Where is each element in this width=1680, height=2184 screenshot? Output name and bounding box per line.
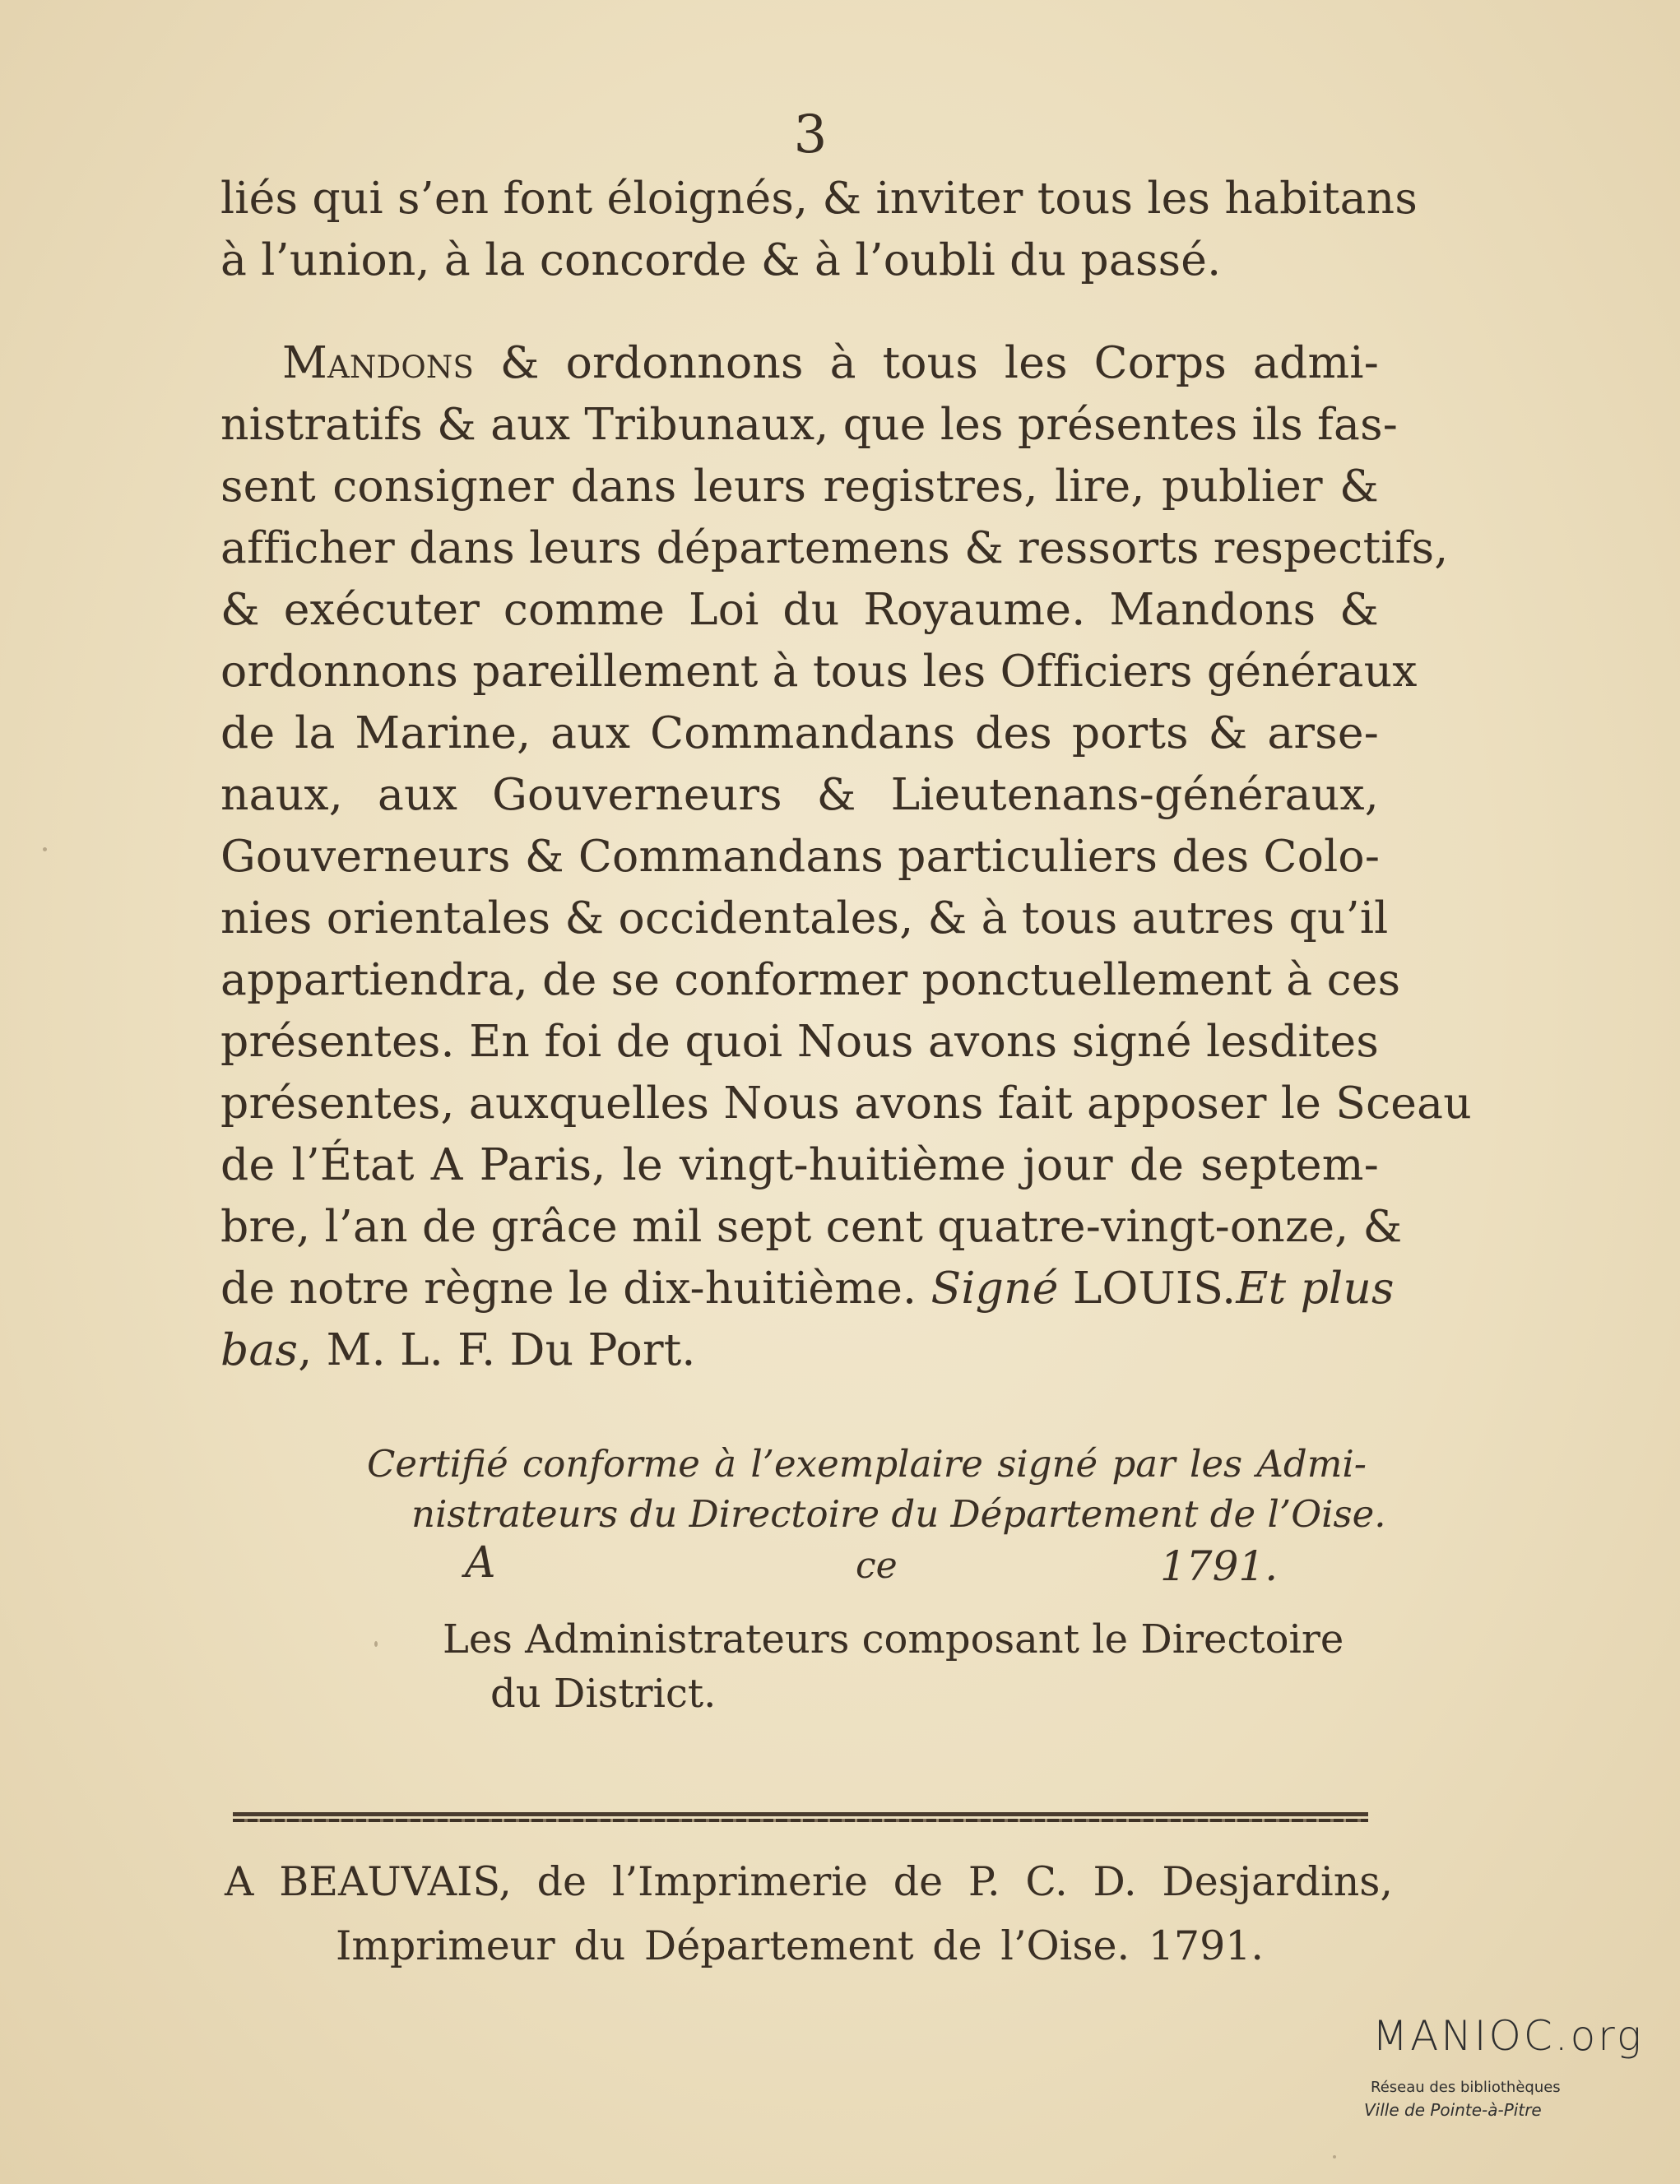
certification-line-2: nistrateurs du Directoire du Département de l’Oise. bbox=[411, 1492, 1386, 1536]
paragraph-1 bbox=[220, 167, 1418, 290]
paper-speck bbox=[374, 1641, 378, 1647]
text-line bbox=[220, 332, 1379, 393]
paper-speck bbox=[43, 847, 47, 851]
certification-line-1: Certifié conforme à l’exemplaire signé par les Admi- bbox=[367, 1442, 1367, 1486]
text-line: de l’État A Paris, le vingt-huitième jour de septem- bbox=[220, 1138, 1379, 1190]
ornamental-rule bbox=[233, 1812, 1368, 1816]
text-line: présentes, auxquelles Nous avons fait apposer le Sceau bbox=[220, 1077, 1472, 1129]
countersignature: , M. L. F. Du Port. bbox=[298, 1324, 696, 1375]
text-line: liés qui s’en font éloignés, & inviter tous les habitans bbox=[220, 172, 1418, 224]
ornamental-rule-pattern bbox=[233, 1819, 1368, 1822]
bas-word: bas bbox=[220, 1324, 299, 1375]
administrators-line-1: Les Administrateurs composant le Directoire bbox=[443, 1616, 1344, 1662]
text-line bbox=[220, 1257, 1395, 1319]
text-line: à l’union, à la concorde & à l’oubli du passé. bbox=[220, 234, 1222, 285]
paragraph-2 bbox=[220, 332, 1472, 1380]
text-fragment: & ordonnons à tous les Corps admi- bbox=[474, 336, 1379, 388]
manioc-logo: MANIOC.org bbox=[1372, 2012, 1644, 2060]
imprint-line-2: Imprimeur du Département de l’Oise. 1791. bbox=[336, 1922, 1264, 1969]
text-line: nies orientales & occidentales, & à tous autres qu’il bbox=[220, 892, 1389, 944]
page-number: 3 bbox=[793, 104, 828, 165]
signature-name: LOUIS. bbox=[1058, 1262, 1237, 1314]
certification-year: 1791. bbox=[1160, 1542, 1279, 1590]
text-line: & exécuter comme Loi du Royaume. Mandons & bbox=[220, 583, 1379, 635]
certification-date-word: ce bbox=[856, 1545, 898, 1587]
text-line: afficher dans leurs départemens & ressorts respectifs, bbox=[220, 522, 1449, 573]
watermark-network: Réseau des bibliothèques bbox=[1371, 2079, 1561, 2096]
et-plus-words: Et plus bbox=[1236, 1262, 1395, 1314]
lead-word: Mandons bbox=[282, 336, 474, 388]
certification-place: A bbox=[465, 1538, 496, 1588]
paper-speck bbox=[1333, 2155, 1336, 2158]
signe-word: Signé bbox=[930, 1262, 1059, 1314]
text-line: de la Marine, aux Commandans des ports & arse- bbox=[220, 707, 1379, 758]
text-line: naux, aux Gouverneurs & Lieutenans-généraux, bbox=[220, 768, 1379, 820]
text-line: Gouverneurs & Commandans particuliers des Colo- bbox=[220, 830, 1381, 882]
administrators-line-2: du District. bbox=[490, 1671, 717, 1717]
text-line: ordonnons pareillement à tous les Officiers généraux bbox=[220, 645, 1418, 697]
imprint-line-1: A BEAUVAIS, de l’Imprimerie de P. C. D. Desjardins, bbox=[225, 1858, 1393, 1905]
text-line: nistratifs & aux Tribunaux, que les présentes ils fas- bbox=[220, 398, 1399, 450]
watermark-library: Ville de Pointe-à-Pitre bbox=[1364, 2100, 1542, 2120]
text-fragment: de notre règne le dix-huitième. bbox=[220, 1262, 931, 1314]
text-line: appartiendra, de se conformer ponctuellement à ces bbox=[220, 953, 1401, 1005]
text-line: présentes. En foi de quoi Nous avons signé lesdites bbox=[220, 1015, 1379, 1067]
text-line: bre, l’an de grâce mil sept cent quatre-vingt-onze, & bbox=[220, 1200, 1403, 1252]
text-line bbox=[220, 1319, 1379, 1380]
text-line: sent consigner dans leurs registres, lire, publier & bbox=[220, 460, 1379, 512]
